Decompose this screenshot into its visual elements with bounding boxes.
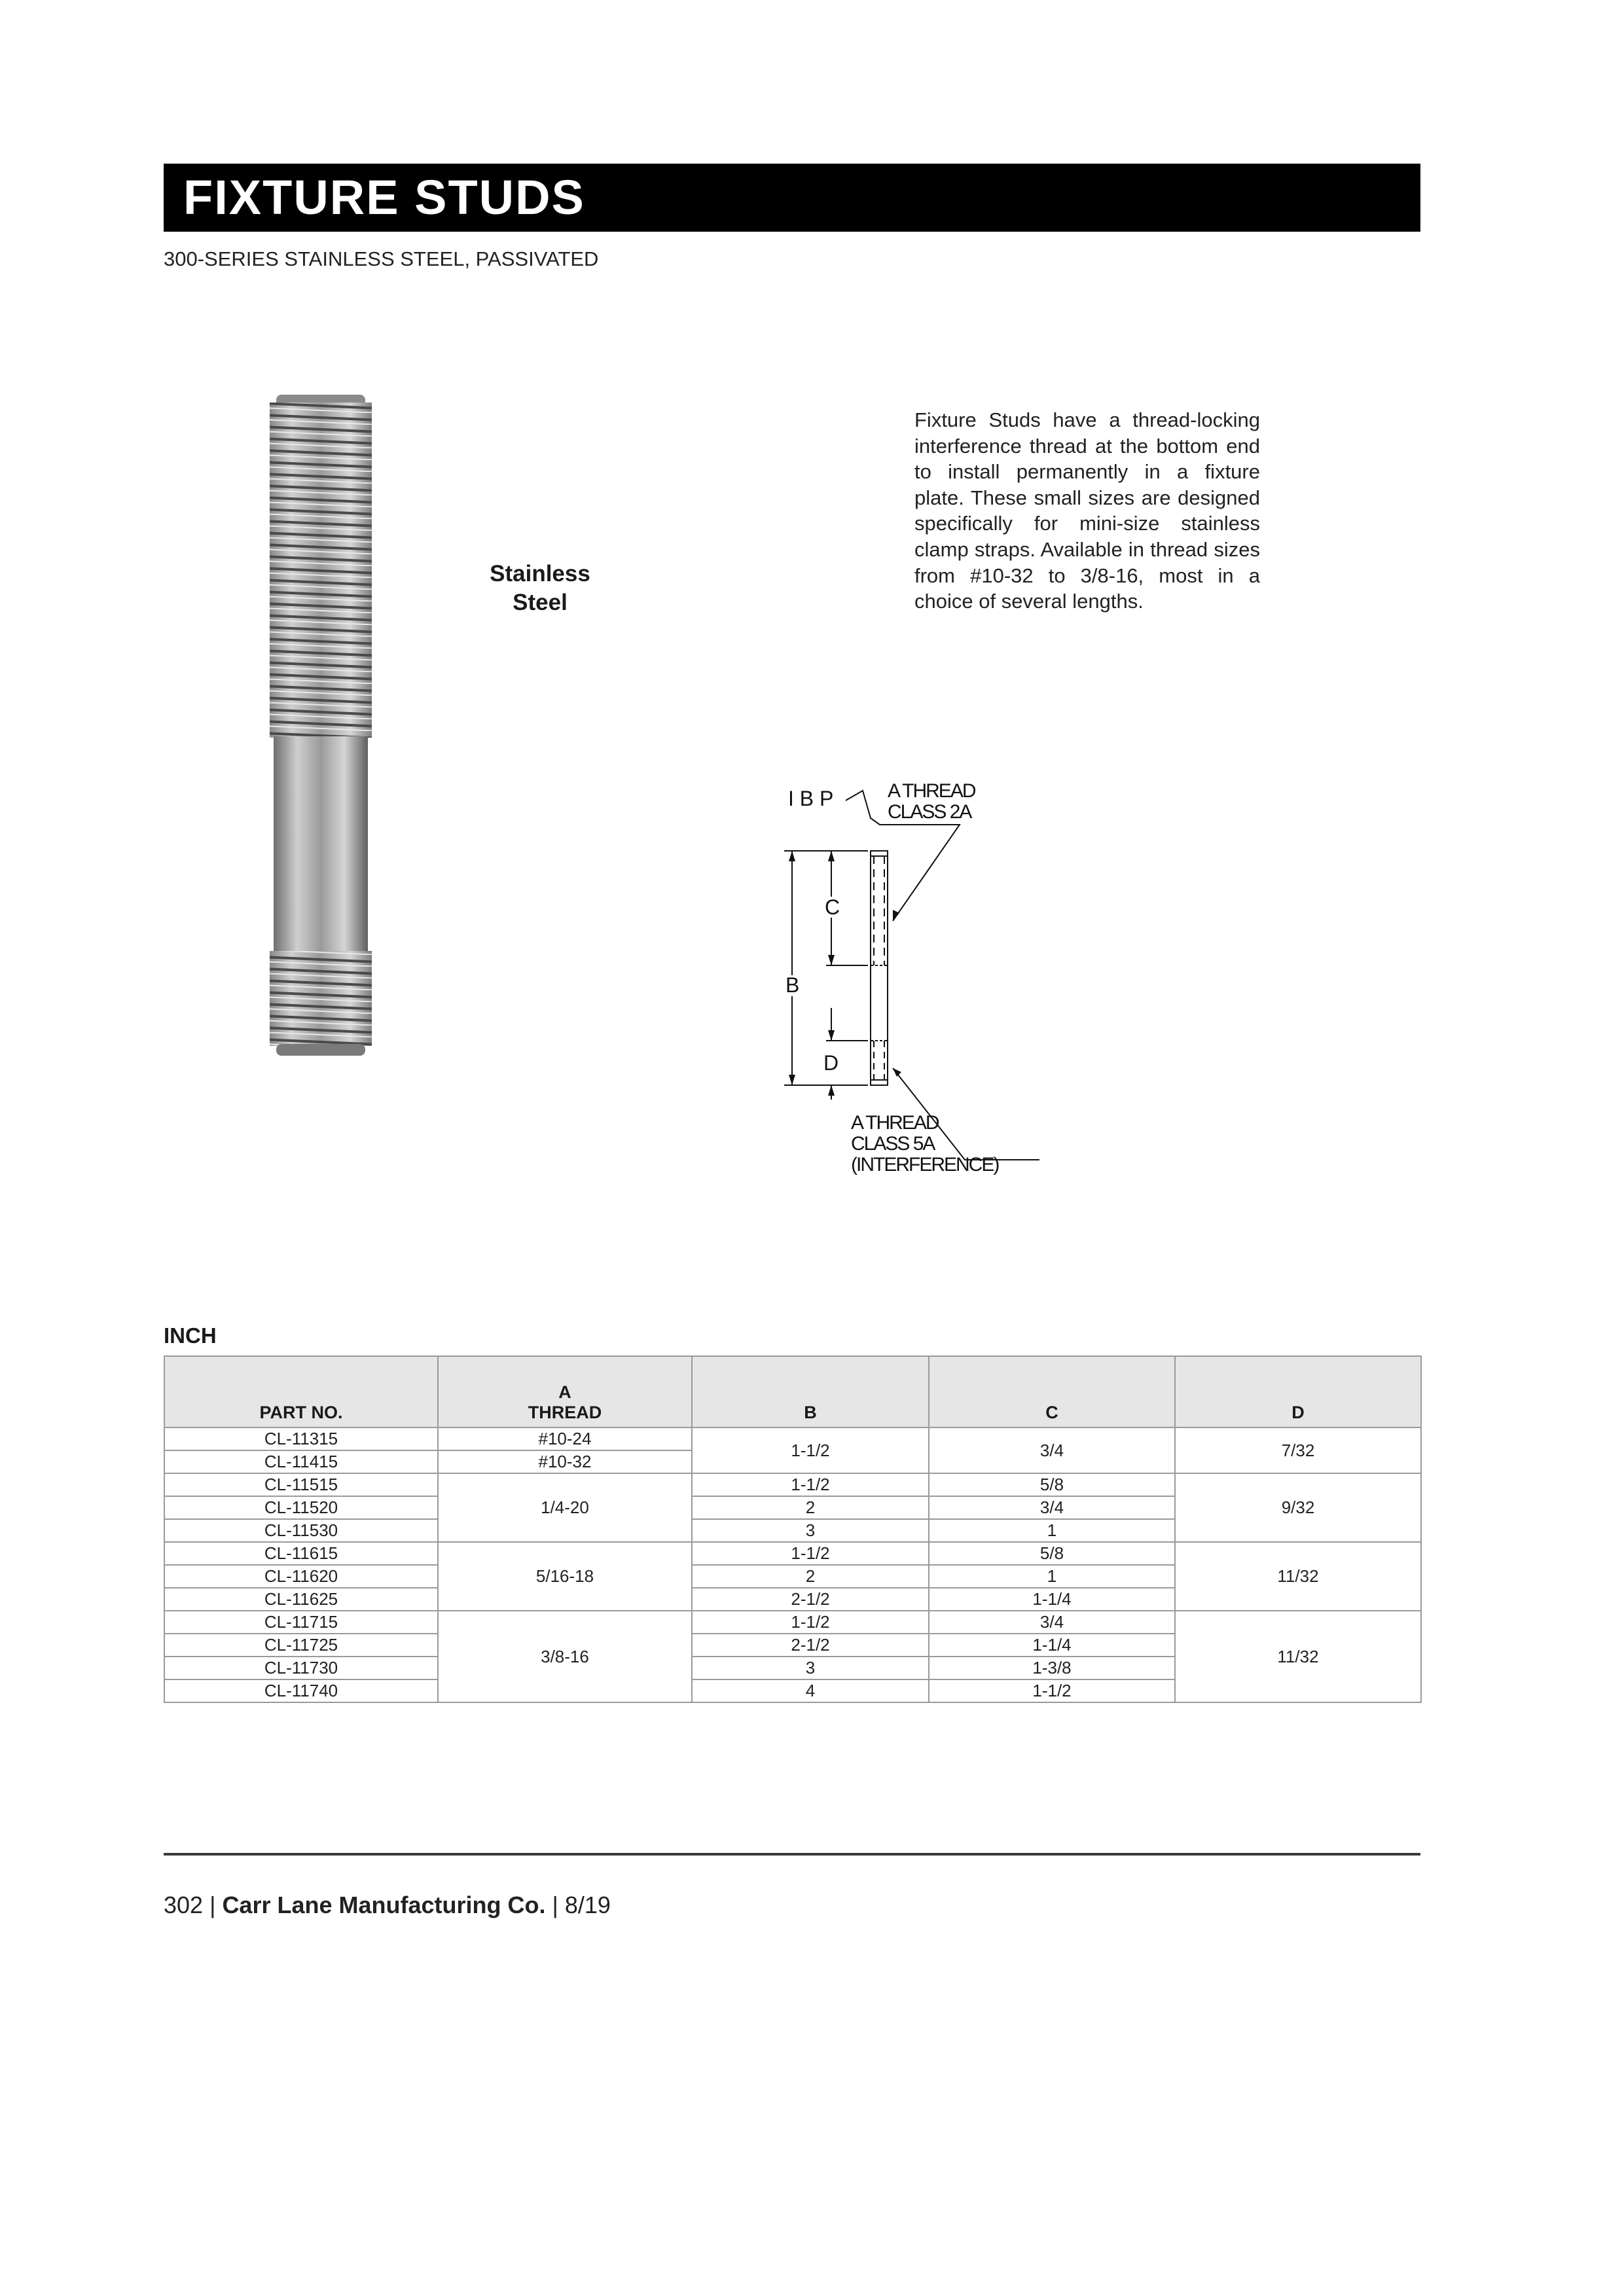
- cell-part-no: CL-11730: [164, 1657, 438, 1679]
- cell-c: 1: [929, 1565, 1175, 1588]
- cell-b: 1-1/2: [692, 1542, 929, 1565]
- cell-part-no: CL-11315: [164, 1427, 438, 1450]
- top-callout-line-2: CLASS 2A: [888, 801, 971, 823]
- cell-b: 3: [692, 1657, 929, 1679]
- specification-table: [164, 1355, 1422, 1703]
- cell-b: 2-1/2: [692, 1634, 929, 1657]
- cell-b: 2: [692, 1496, 929, 1519]
- cell-b: 1-1/2: [692, 1611, 929, 1634]
- cell-d: 9/32: [1175, 1473, 1421, 1542]
- cell-part-no: CL-11715: [164, 1611, 438, 1634]
- cell-d: 11/32: [1175, 1611, 1421, 1702]
- table-row: [164, 1473, 1421, 1496]
- cell-c: 3/4: [929, 1427, 1175, 1473]
- header-b: [692, 1356, 929, 1427]
- top-callout-line-1: A THREAD: [888, 780, 975, 802]
- page-title: FIXTURE STUDS: [183, 170, 585, 224]
- header-c: [929, 1356, 1175, 1427]
- page-subtitle: 300-SERIES STAINLESS STEEL, PASSIVATED: [164, 247, 599, 270]
- page-footer: [164, 1892, 611, 1919]
- header-part-no: [164, 1356, 438, 1427]
- bottom-callout-line-1: A THREAD: [851, 1112, 939, 1134]
- table-header-row: [164, 1356, 1421, 1427]
- revision-date: 8/19: [564, 1892, 611, 1918]
- bottom-callout-line-2: CLASS 5A: [851, 1133, 935, 1155]
- title-bar: [164, 164, 1420, 232]
- cell-part-no: CL-11415: [164, 1450, 438, 1473]
- fixture-stud-photo: [262, 389, 380, 1060]
- header-thread-bottom: THREAD: [528, 1403, 602, 1422]
- cell-c: 1-3/8: [929, 1657, 1175, 1679]
- page-number: 302: [164, 1892, 204, 1918]
- company-name: Carr Lane Manufacturing Co.: [222, 1892, 546, 1918]
- header-part-no-label: PART NO.: [259, 1403, 343, 1422]
- header-thread-top: A: [558, 1382, 571, 1402]
- footer-rule: [164, 1853, 1420, 1856]
- footer-separator-1: |: [209, 1892, 216, 1918]
- header-thread: [438, 1356, 692, 1427]
- material-label: [465, 560, 615, 617]
- cell-c: 3/4: [929, 1496, 1175, 1519]
- cell-part-no: CL-11615: [164, 1542, 438, 1565]
- dimension-d-label: D: [823, 1051, 839, 1075]
- cell-part-no: CL-11520: [164, 1496, 438, 1519]
- cell-d: 11/32: [1175, 1542, 1421, 1611]
- cell-c: 1-1/4: [929, 1634, 1175, 1657]
- header-d-label: D: [1291, 1403, 1305, 1422]
- cell-thread: #10-24: [438, 1427, 692, 1450]
- header-c-label: C: [1045, 1403, 1058, 1422]
- dimension-c-label: C: [825, 895, 840, 919]
- material-label-line-1: Stainless: [490, 561, 590, 586]
- cell-d: 7/32: [1175, 1427, 1421, 1473]
- header-d: [1175, 1356, 1421, 1427]
- section-label-inch: INCH: [164, 1323, 217, 1348]
- product-description: Fixture Studs have a thread-locking interference thread at the bottom end to install permanently in a fixture plate. These small sizes are designed specifically for mini-size stainless clamp straps. Available in thread sizes from #10-32 to 3/8-16, most in a choice of several lengths.: [914, 408, 1260, 613]
- cell-part-no: CL-11625: [164, 1588, 438, 1611]
- cell-part-no: CL-11515: [164, 1473, 438, 1496]
- cell-thread: 3/8-16: [438, 1611, 692, 1702]
- cell-part-no: CL-11530: [164, 1519, 438, 1542]
- cell-c: 1: [929, 1519, 1175, 1542]
- footer-separator-2: |: [552, 1892, 558, 1918]
- table-row: [164, 1542, 1421, 1565]
- cell-part-no: CL-11620: [164, 1565, 438, 1588]
- cell-b: 4: [692, 1679, 929, 1702]
- cell-c: 5/8: [929, 1473, 1175, 1496]
- cell-thread: 1/4-20: [438, 1473, 692, 1542]
- cell-thread: 5/16-18: [438, 1542, 692, 1611]
- cell-part-no: CL-11725: [164, 1634, 438, 1657]
- cell-c: 1-1/4: [929, 1588, 1175, 1611]
- cell-b: 2: [692, 1565, 929, 1588]
- cell-b: 1-1/2: [692, 1473, 929, 1496]
- cell-c: 1-1/2: [929, 1679, 1175, 1702]
- bottom-callout-line-3: (INTERFERENCE): [851, 1154, 999, 1175]
- cell-c: 5/8: [929, 1542, 1175, 1565]
- cell-b: 1-1/2: [692, 1427, 929, 1473]
- header-b-label: B: [804, 1403, 817, 1422]
- material-label-line-2: Steel: [513, 590, 568, 615]
- cell-part-no: CL-11740: [164, 1679, 438, 1702]
- dimension-drawing: [772, 766, 1047, 1191]
- ibp-label: I B P: [788, 787, 834, 810]
- table-row: [164, 1611, 1421, 1634]
- cell-c: 3/4: [929, 1611, 1175, 1634]
- table-row: [164, 1427, 1421, 1450]
- cell-b: 2-1/2: [692, 1588, 929, 1611]
- cell-thread: #10-32: [438, 1450, 692, 1473]
- dimension-b-label: B: [785, 973, 800, 997]
- cell-b: 3: [692, 1519, 929, 1542]
